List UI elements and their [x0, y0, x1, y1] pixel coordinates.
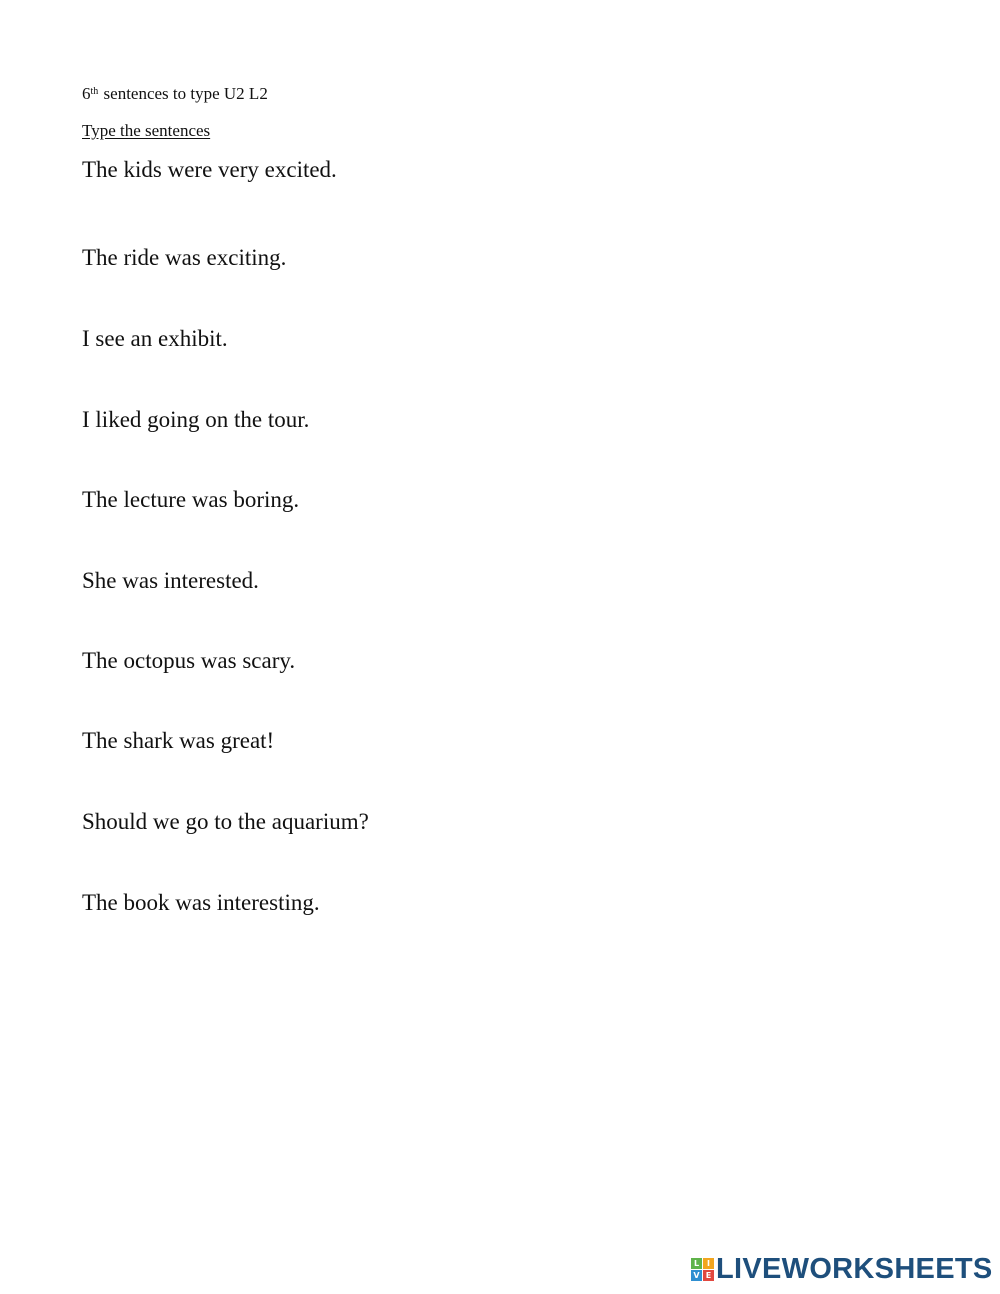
sentence-item: I see an exhibit. — [82, 326, 228, 351]
sentence-item: The shark was great! — [82, 728, 275, 753]
liveworksheets-logo — [691, 1254, 993, 1284]
worksheet-title — [82, 84, 268, 104]
sentence-item: The kids were very excited. — [82, 157, 337, 182]
sentence-item: The octopus was scary. — [82, 648, 296, 673]
sentence-item: The lecture was boring. — [82, 487, 300, 512]
liveworksheets-logo-icon: L I V E — [691, 1258, 714, 1281]
instruction-text: Type the sentences — [82, 121, 211, 140]
sentence-item: She was interested. — [82, 568, 259, 593]
sentence-item: The book was interesting. — [82, 890, 320, 915]
sentence-item: I liked going on the tour. — [82, 407, 310, 432]
sentence-item: The ride was exciting. — [82, 245, 287, 270]
title-text: sentences to type U2 L2 — [99, 84, 268, 103]
sentence-item: Should we go to the aquarium? — [82, 809, 369, 834]
logo-text: LIVEWORKSHEETS — [716, 1253, 993, 1285]
grade-number: 6 — [82, 84, 91, 103]
grade-suffix: th — [90, 86, 99, 97]
